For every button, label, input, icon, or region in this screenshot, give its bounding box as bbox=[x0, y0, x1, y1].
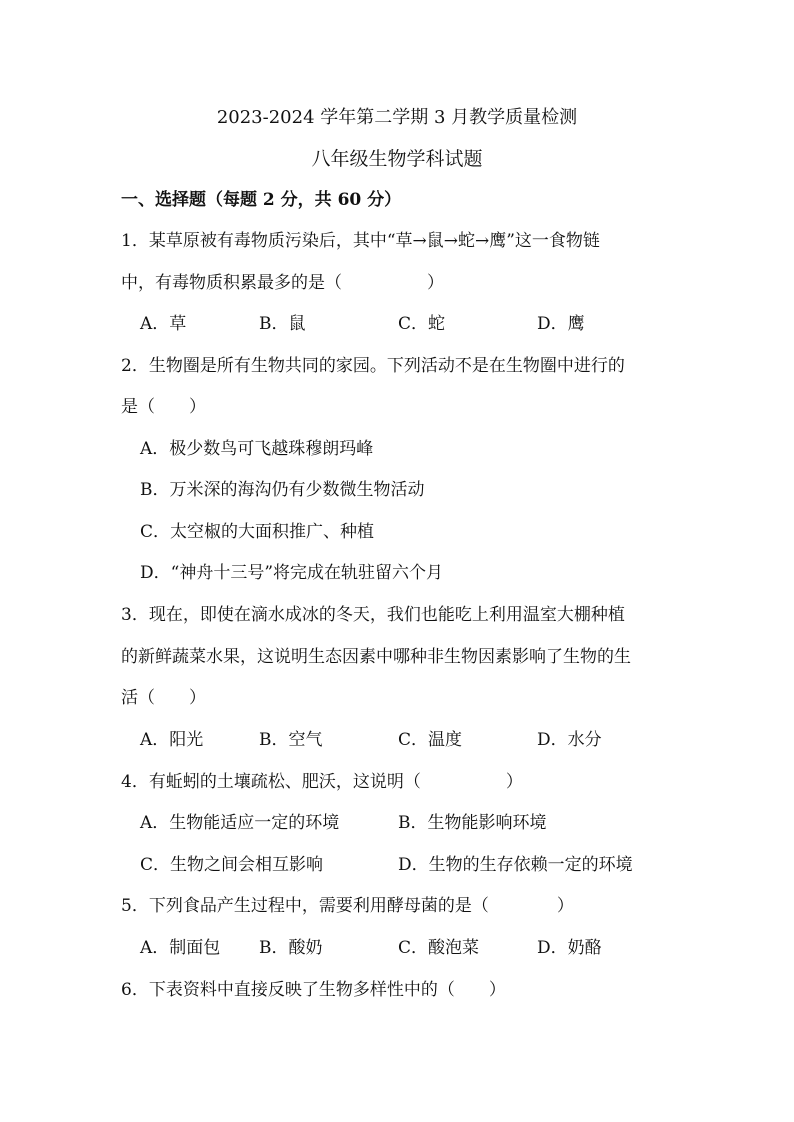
question-6-line-1: 6．下表资料中直接反映了生物多样性中的（ ） bbox=[121, 980, 506, 1000]
question-2-line-2: 是（ ） bbox=[121, 397, 206, 417]
question-1-line-1: 1．某草原被有毒物质污染后，其中“草→鼠→蛇→鹰”这一食物链 bbox=[121, 231, 600, 251]
question-2-option-d: D．“神舟十三号”将完成在轨驻留六个月 bbox=[140, 563, 444, 583]
question-4-option-d: D．生物的生存依赖一定的环境 bbox=[398, 855, 633, 875]
question-4-option-b: B．生物能影响环境 bbox=[398, 813, 547, 833]
question-1-option-b: B．鼠 bbox=[259, 314, 306, 334]
question-4-option-c: C．生物之间会相互影响 bbox=[140, 855, 324, 875]
exam-subtitle: 八年级生物学科试题 bbox=[311, 148, 483, 170]
question-2-option-c: C．太空椒的大面积推广、种植 bbox=[140, 522, 375, 542]
exam-title: 2023-2024 学年第二学期 3 月教学质量检测 bbox=[216, 107, 578, 128]
question-4-line-1: 4．有蚯蚓的土壤疏松、肥沃，这说明（ ） bbox=[121, 772, 523, 792]
question-5-line-1: 5．下列食品产生过程中，需要利用酵母菌的是（ ） bbox=[121, 896, 574, 916]
question-3-option-c: C．温度 bbox=[398, 730, 463, 750]
question-2-line-1: 2．生物圈是所有生物共同的家园。下列活动不是在生物圈中进行的 bbox=[121, 356, 625, 376]
question-3-option-b: B．空气 bbox=[259, 730, 323, 750]
question-4-option-a: A．生物能适应一定的环境 bbox=[140, 813, 340, 833]
question-1-line-2: 中，有毒物质积累最多的是（ ） bbox=[121, 273, 444, 293]
question-5-option-c: C．酸泡菜 bbox=[398, 938, 480, 958]
question-1-option-a: A．草 bbox=[140, 314, 187, 334]
question-1-option-d: D．鹰 bbox=[537, 314, 585, 334]
question-3-line-3: 活（ ） bbox=[121, 688, 206, 708]
question-3-line-2: 的新鲜蔬菜水果，这说明生态因素中哪种非生物因素影响了生物的生 bbox=[121, 647, 631, 667]
question-2-option-a: A．极少数鸟可飞越珠穆朗玛峰 bbox=[140, 439, 374, 459]
question-3-option-a: A．阳光 bbox=[140, 730, 204, 750]
question-5-option-b: B．酸奶 bbox=[259, 938, 323, 958]
question-5-option-a: A．制面包 bbox=[140, 938, 221, 958]
question-3-line-1: 3．现在，即使在滴水成冰的冬天，我们也能吃上利用温室大棚种植 bbox=[121, 605, 625, 625]
question-5-option-d: D．奶酪 bbox=[537, 938, 602, 958]
question-2-option-b: B．万米深的海沟仍有少数微生物活动 bbox=[140, 480, 425, 500]
question-3-option-d: D．水分 bbox=[537, 730, 602, 750]
question-1-option-c: C．蛇 bbox=[398, 314, 446, 334]
section-heading: 一、选择题（每题 2 分，共 60 分） bbox=[121, 190, 402, 210]
